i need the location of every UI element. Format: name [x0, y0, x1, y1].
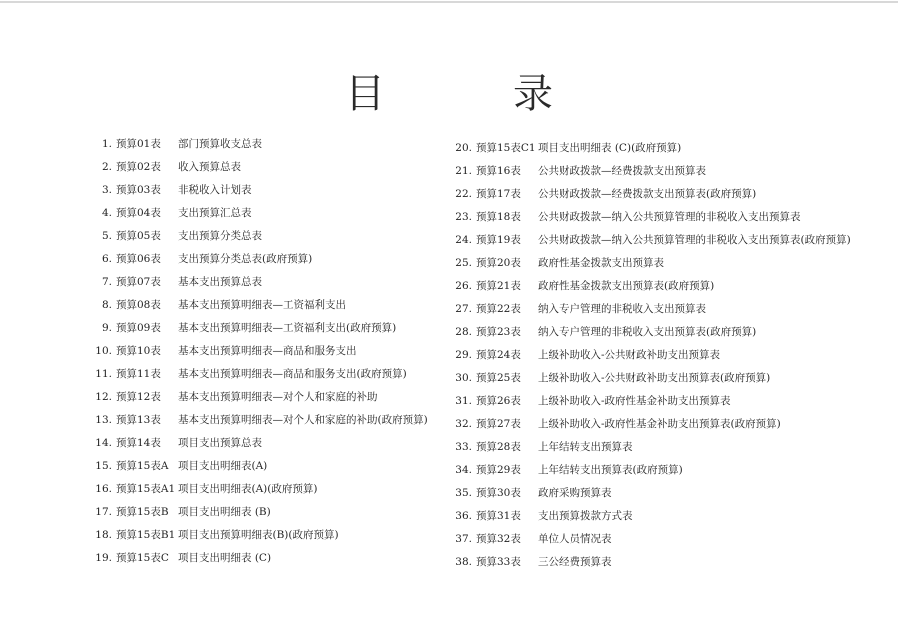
- toc-entry-number: 25.: [455, 257, 472, 269]
- toc-entry-code: 预算21表: [476, 280, 521, 292]
- toc-entry-code: 预算11表: [116, 368, 161, 380]
- toc-entry-title: 基本支出预算明细表—工资福利支出(政府预算): [178, 322, 397, 334]
- toc-left-column: [88, 137, 448, 574]
- toc-entry-title: 政府采购预算表: [538, 487, 612, 499]
- toc-entry: [88, 252, 448, 275]
- toc-entry-title: 非税收入计划表: [178, 184, 252, 196]
- toc-entry: [448, 302, 868, 325]
- toc-entry: [448, 325, 868, 348]
- toc-entry-code: 预算17表: [476, 188, 521, 200]
- toc-entry-number: 8.: [101, 299, 112, 311]
- toc-entry-code: 预算07表: [116, 276, 161, 288]
- toc-entry-title: 项目支出预算总表: [178, 437, 262, 449]
- toc-entry: [88, 528, 448, 551]
- toc-entry: [448, 486, 868, 509]
- toc-entry-number: 6.: [101, 253, 112, 265]
- toc-entry-number: 31.: [455, 395, 472, 407]
- toc-entry-title: 支出预算分类总表: [178, 230, 262, 242]
- toc-entry-code: 预算15表C1: [476, 142, 536, 154]
- toc-entry-title: 支出预算拨款方式表: [538, 510, 633, 522]
- toc-entry: [88, 275, 448, 298]
- toc-entry: [88, 551, 448, 574]
- toc-entry-number: 28.: [455, 326, 472, 338]
- toc-entry-number: 26.: [455, 280, 472, 292]
- toc-entry-title: 纳入专户管理的非税收入支出预算表: [538, 303, 706, 315]
- toc-entry-code: 预算15表A1: [116, 483, 176, 495]
- toc-entry-title: 收入预算总表: [178, 161, 241, 173]
- toc-entry-title: 基本支出预算明细表—商品和服务支出(政府预算): [178, 368, 407, 380]
- toc-entry-code: 预算15表A: [116, 460, 169, 472]
- toc-entry-number: 1.: [101, 138, 112, 150]
- toc-entry-title: 基本支出预算明细表—对个人和家庭的补助(政府预算): [178, 414, 428, 426]
- toc-entry-title: 上级补助收入-公共财政补助支出预算表(政府预算): [538, 372, 771, 384]
- toc-entry-code: 预算15表B1: [116, 529, 176, 541]
- toc-entry-code: 预算10表: [116, 345, 161, 357]
- toc-entry-number: 36.: [455, 510, 472, 522]
- toc-entry: [448, 371, 868, 394]
- toc-entry-code: 预算25表: [476, 372, 521, 384]
- toc-entry-title: 上年结转支出预算表(政府预算): [538, 464, 683, 476]
- toc-entry-number: 21.: [455, 165, 472, 177]
- page-top-border: [0, 1, 898, 3]
- toc-entry-title: 项目支出明细表(A)(政府预算): [178, 483, 318, 495]
- toc-entry-code: 预算23表: [476, 326, 521, 338]
- toc-entry-title: 支出预算汇总表: [178, 207, 252, 219]
- toc-entry-title: 纳入专户管理的非税收入支出预算表(政府预算): [538, 326, 757, 338]
- toc-entry: [448, 348, 868, 371]
- toc-entry-title: 部门预算收支总表: [178, 138, 262, 150]
- toc-entry-code: 预算04表: [116, 207, 161, 219]
- toc-entry-number: 4.: [101, 207, 112, 219]
- toc-entry: [448, 141, 868, 164]
- toc-entry: [88, 206, 448, 229]
- toc-entry-number: 14.: [95, 437, 112, 449]
- toc-entry: [88, 344, 448, 367]
- toc-entry-title: 项目支出明细表 (C): [178, 552, 272, 564]
- toc-entry-code: 预算03表: [116, 184, 161, 196]
- toc-entry-number: 10.: [95, 345, 112, 357]
- toc-entry-code: 预算26表: [476, 395, 521, 407]
- toc-entry-code: 预算31表: [476, 510, 521, 522]
- toc-entry-number: 3.: [101, 184, 112, 196]
- toc-entry-title: 基本支出预算明细表—对个人和家庭的补助: [178, 391, 378, 403]
- toc-entry: [448, 417, 868, 440]
- toc-entry-number: 2.: [101, 161, 112, 173]
- toc-entry-number: 9.: [101, 322, 112, 334]
- toc-entry-code: 预算28表: [476, 441, 521, 453]
- toc-entry-title: 支出预算分类总表(政府预算): [178, 253, 313, 265]
- toc-entry-title: 上级补助收入-政府性基金补助支出预算表(政府预算): [538, 418, 781, 430]
- toc-entry-number: 12.: [95, 391, 112, 403]
- toc-entry: [88, 459, 448, 482]
- toc-entry-number: 23.: [455, 211, 472, 223]
- toc-entry-title: 公共财政拨款—经费拨款支出预算表: [538, 165, 706, 177]
- toc-entry-number: 20.: [455, 142, 472, 154]
- toc-entry-title: 项目支出预算明细表(B)(政府预算): [178, 529, 339, 541]
- toc-entry-number: 13.: [95, 414, 112, 426]
- toc-entry-title: 上年结转支出预算表: [538, 441, 633, 453]
- toc-entry: [88, 183, 448, 206]
- toc-entry: [448, 440, 868, 463]
- toc-entry-number: 38.: [455, 556, 472, 568]
- toc-entry-title: 单位人员情况表: [538, 533, 612, 545]
- toc-entry-code: 预算18表: [476, 211, 521, 223]
- toc-entry-code: 预算13表: [116, 414, 161, 426]
- toc-entry: [448, 164, 868, 187]
- toc-entry-number: 5.: [101, 230, 112, 242]
- toc-entry-code: 预算16表: [476, 165, 521, 177]
- toc-entry-title: 基本支出预算明细表—商品和服务支出: [178, 345, 357, 357]
- toc-entry-code: 预算30表: [476, 487, 521, 499]
- toc-entry: [448, 187, 868, 210]
- toc-entry-number: 29.: [455, 349, 472, 361]
- toc-entry-number: 18.: [95, 529, 112, 541]
- toc-entry-number: 27.: [455, 303, 472, 315]
- toc-entry: [88, 229, 448, 252]
- toc-entry-number: 7.: [101, 276, 112, 288]
- toc-entry-title: 政府性基金拨款支出预算表(政府预算): [538, 280, 715, 292]
- toc-entry: [88, 367, 448, 390]
- toc-entry: [448, 210, 868, 233]
- toc-entry-code: 预算12表: [116, 391, 161, 403]
- toc-entry: [448, 555, 868, 578]
- toc-entry-title: 政府性基金拨款支出预算表: [538, 257, 664, 269]
- toc-entry: [448, 233, 868, 256]
- toc-right-column: [448, 141, 868, 578]
- toc-entry-code: 预算15表B: [116, 506, 169, 518]
- toc-entry-title: 上级补助收入-政府性基金补助支出预算表: [538, 395, 731, 407]
- toc-entry-title: 公共财政拨款—纳入公共预算管理的非税收入支出预算表(政府预算): [538, 234, 851, 246]
- toc-entry: [448, 394, 868, 417]
- toc-entry-number: 24.: [455, 234, 472, 246]
- toc-entry: [448, 509, 868, 532]
- toc-entry: [88, 298, 448, 321]
- toc-entry-title: 基本支出预算明细表—工资福利支出: [178, 299, 346, 311]
- toc-entry-code: 预算08表: [116, 299, 161, 311]
- toc-entry-title: 公共财政拨款—经费拨款支出预算表(政府预算): [538, 188, 757, 200]
- toc-entry: [88, 505, 448, 528]
- toc-entry-code: 预算33表: [476, 556, 521, 568]
- toc-entry-number: 22.: [455, 188, 472, 200]
- toc-entry-number: 17.: [95, 506, 112, 518]
- toc-entry: [88, 390, 448, 413]
- toc-entry-title: 公共财政拨款—纳入公共预算管理的非税收入支出预算表: [538, 211, 801, 223]
- toc-entry-code: 预算06表: [116, 253, 161, 265]
- toc-entry: [88, 137, 448, 160]
- toc-entry-number: 33.: [455, 441, 472, 453]
- toc-entry-title: 项目支出明细表 (C)(政府预算): [538, 142, 682, 154]
- toc-entry-number: 32.: [455, 418, 472, 430]
- toc-entry-number: 19.: [95, 552, 112, 564]
- toc-entry: [88, 436, 448, 459]
- toc-entry-code: 预算32表: [476, 533, 521, 545]
- toc-entry-code: 预算24表: [476, 349, 521, 361]
- toc-entry-title: 基本支出预算总表: [178, 276, 262, 288]
- toc-entry: [88, 482, 448, 505]
- toc-entry: [448, 463, 868, 486]
- toc-entry: [88, 413, 448, 436]
- toc-entry-code: 预算01表: [116, 138, 161, 150]
- toc-entry-code: 预算09表: [116, 322, 161, 334]
- toc-entry-number: 35.: [455, 487, 472, 499]
- toc-entry-code: 预算19表: [476, 234, 521, 246]
- toc-entry-title: 项目支出明细表(A): [178, 460, 268, 472]
- toc-entry-code: 预算29表: [476, 464, 521, 476]
- toc-entry-number: 11.: [95, 368, 112, 380]
- toc-entry-code: 预算22表: [476, 303, 521, 315]
- toc-entry-title: 项目支出明细表 (B): [178, 506, 271, 518]
- toc-entry-number: 15.: [95, 460, 112, 472]
- toc-entry: [448, 256, 868, 279]
- page-title: 目 录: [345, 71, 597, 117]
- toc-entry-title: 上级补助收入-公共财政补助支出预算表: [538, 349, 721, 361]
- toc-entry: [448, 279, 868, 302]
- toc-entry-code: 预算02表: [116, 161, 161, 173]
- toc-entry-number: 37.: [455, 533, 472, 545]
- toc-entry: [88, 160, 448, 183]
- toc-entry-number: 30.: [455, 372, 472, 384]
- toc-entry-code: 预算15表C: [116, 552, 169, 564]
- toc-entry-number: 34.: [455, 464, 472, 476]
- toc-entry-title: 三公经费预算表: [538, 556, 612, 568]
- toc-entry: [448, 532, 868, 555]
- toc-entry-code: 预算27表: [476, 418, 521, 430]
- toc-entry-code: 预算14表: [116, 437, 161, 449]
- toc-entry-number: 16.: [95, 483, 112, 495]
- toc-entry-code: 预算05表: [116, 230, 161, 242]
- toc-entry: [88, 321, 448, 344]
- toc-entry-code: 预算20表: [476, 257, 521, 269]
